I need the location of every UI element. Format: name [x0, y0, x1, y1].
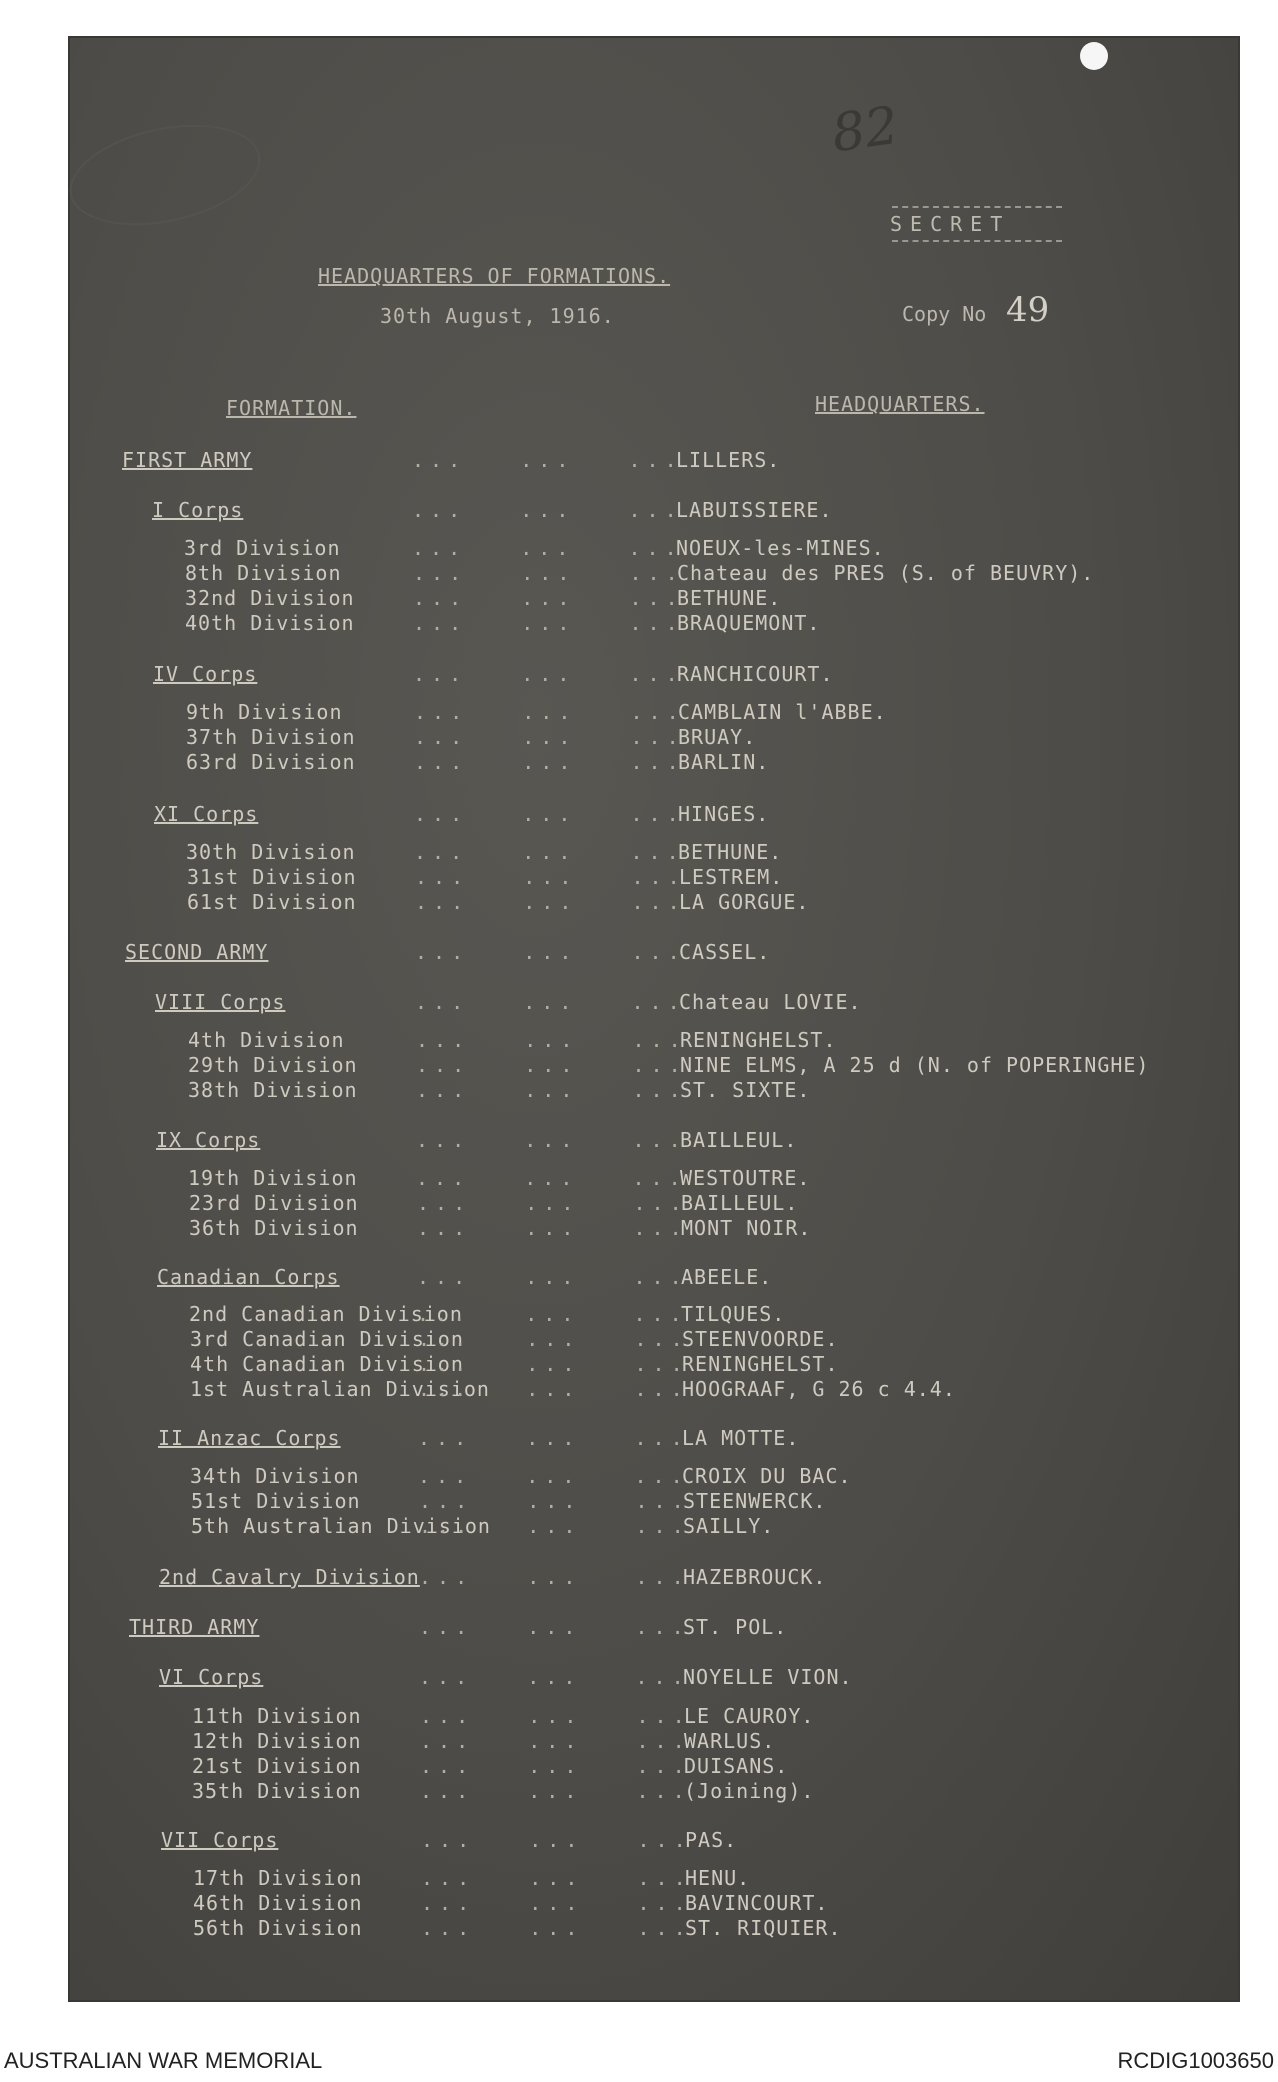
leader-dots: ... ... ... — [420, 1704, 691, 1728]
headquarters-location: CAMBLAIN l'ABBE. — [678, 700, 887, 724]
table-row — [0, 1565, 1278, 1591]
headquarters-location: BRAQUEMONT. — [677, 611, 821, 635]
table-row — [0, 611, 1278, 637]
leader-dots: ... ... ... — [413, 586, 684, 610]
headquarters-location: LE CAUROY. — [684, 1704, 815, 1728]
footer-institution: AUSTRALIAN WAR MEMORIAL — [4, 2048, 323, 2073]
leader-dots: ... ... ... — [418, 1377, 689, 1401]
headquarters-location: BAVINCOURT. — [685, 1891, 829, 1915]
table-row — [0, 1866, 1278, 1892]
copy-label: Copy No — [902, 302, 987, 326]
formation-name: 3rd Canadian Division — [190, 1327, 464, 1351]
column-header-formation: FORMATION. — [226, 396, 357, 420]
table-row — [0, 1302, 1278, 1328]
formation-name: XI Corps — [154, 802, 259, 826]
formation-name: 61st Division — [187, 890, 357, 914]
formation-name: 51st Division — [191, 1489, 361, 1513]
headquarters-location: BAILLEUL. — [680, 1128, 798, 1152]
leader-dots: ... ... ... — [419, 1489, 690, 1513]
headquarters-location: MONT NOIR. — [681, 1216, 812, 1240]
leader-dots: ... ... ... — [419, 1565, 690, 1589]
table-row — [0, 700, 1278, 726]
table-row — [0, 1514, 1278, 1540]
headquarters-location: HENU. — [685, 1866, 751, 1890]
headquarters-location: BRUAY. — [678, 725, 757, 749]
formation-name: VIII Corps — [155, 990, 286, 1014]
leader-dots: ... ... ... — [417, 1191, 688, 1215]
headquarters-location: LILLERS. — [676, 448, 781, 472]
column-header-headquarters: HEADQUARTERS. — [815, 392, 985, 416]
copy-number: 49 — [1006, 290, 1050, 330]
table-row — [0, 1327, 1278, 1353]
table-row — [0, 662, 1278, 688]
table-row — [0, 802, 1278, 828]
table-row — [0, 1729, 1278, 1755]
leader-dots: ... ... ... — [414, 750, 685, 774]
table-row — [0, 1615, 1278, 1641]
headquarters-location: DUISANS. — [684, 1754, 789, 1778]
formation-name: IV Corps — [153, 662, 258, 686]
formation-name: SECOND ARMY — [125, 940, 269, 964]
table-row — [0, 725, 1278, 751]
secret-rule-top — [892, 206, 1062, 208]
leader-dots: ... ... ... — [419, 1514, 690, 1538]
table-row — [0, 1891, 1278, 1917]
table-row — [0, 890, 1278, 916]
headquarters-location: RENINGHELST. — [680, 1028, 837, 1052]
headquarters-location: WESTOUTRE. — [680, 1166, 811, 1190]
leader-dots: ... ... ... — [414, 802, 685, 826]
table-row — [0, 1779, 1278, 1805]
headquarters-location: SAILLY. — [683, 1514, 775, 1538]
formation-name: 4th Canadian Division — [190, 1352, 464, 1376]
formation-name: 23rd Division — [189, 1191, 359, 1215]
formation-name: 29th Division — [188, 1053, 358, 1077]
classification: SECRET — [890, 212, 1011, 236]
headquarters-location: ST. POL. — [683, 1615, 788, 1639]
table-row — [0, 1377, 1278, 1403]
table-row — [0, 1128, 1278, 1154]
handwritten-number: 82 — [828, 95, 903, 165]
leader-dots: ... ... ... — [414, 700, 685, 724]
formation-name: IX Corps — [156, 1128, 261, 1152]
formation-name: 32nd Division — [185, 586, 355, 610]
formation-name: 5th Australian Division — [191, 1514, 491, 1538]
formation-name: 1st Australian Division — [190, 1377, 490, 1401]
table-row — [0, 1464, 1278, 1490]
table-row — [0, 990, 1278, 1016]
headquarters-location: HINGES. — [678, 802, 770, 826]
table-row — [0, 1828, 1278, 1854]
headquarters-location: TILQUES. — [681, 1302, 786, 1326]
formation-name: 63rd Division — [186, 750, 356, 774]
leader-dots: ... ... ... — [416, 1053, 687, 1077]
formation-name: 8th Division — [185, 561, 342, 585]
headquarters-location: LA GORGUE. — [679, 890, 810, 914]
formation-name: 30th Division — [186, 840, 356, 864]
document-title: HEADQUARTERS OF FORMATIONS. — [318, 264, 671, 288]
table-row — [0, 536, 1278, 562]
table-row — [0, 1053, 1278, 1079]
headquarters-location: RENINGHELST. — [682, 1352, 839, 1376]
leader-dots: ... ... ... — [419, 1615, 690, 1639]
table-row — [0, 1191, 1278, 1217]
table-row — [0, 1265, 1278, 1291]
leader-dots: ... ... ... — [413, 611, 684, 635]
leader-dots: ... ... ... — [417, 1302, 688, 1326]
formation-name: 56th Division — [193, 1916, 363, 1940]
headquarters-location: ABEELE. — [681, 1265, 773, 1289]
leader-dots: ... ... ... — [412, 448, 683, 472]
headquarters-location: CROIX DU BAC. — [682, 1464, 852, 1488]
formation-name: VI Corps — [159, 1665, 264, 1689]
headquarters-location: (Joining). — [684, 1779, 815, 1803]
leader-dots: ... ... ... — [415, 990, 686, 1014]
headquarters-location: STEENWERCK. — [683, 1489, 827, 1513]
document-date: 30th August, 1916. — [380, 304, 615, 328]
table-row — [0, 1665, 1278, 1691]
formation-name: 38th Division — [188, 1078, 358, 1102]
leader-dots: ... ... ... — [418, 1327, 689, 1351]
table-row — [0, 1078, 1278, 1104]
punch-hole — [1080, 42, 1108, 70]
leader-dots: ... ... ... — [421, 1891, 692, 1915]
table-row — [0, 448, 1278, 474]
leader-dots: ... ... ... — [415, 890, 686, 914]
leader-dots: ... ... ... — [421, 1916, 692, 1940]
formation-name: I Corps — [152, 498, 244, 522]
headquarters-location: BETHUNE. — [677, 586, 782, 610]
headquarters-location: ST. SIXTE. — [680, 1078, 811, 1102]
headquarters-location: BARLIN. — [678, 750, 770, 774]
leader-dots: ... ... ... — [418, 1352, 689, 1376]
formation-name: 37th Division — [186, 725, 356, 749]
leader-dots: ... ... ... — [414, 840, 685, 864]
leader-dots: ... ... ... — [416, 1028, 687, 1052]
leader-dots: ... ... ... — [418, 1426, 689, 1450]
formation-name: 2nd Cavalry Division — [159, 1565, 420, 1589]
headquarters-location: RANCHICOURT. — [677, 662, 834, 686]
table-row — [0, 750, 1278, 776]
table-row — [0, 1352, 1278, 1378]
headquarters-location: Chateau LOVIE. — [679, 990, 862, 1014]
formation-name: FIRST ARMY — [122, 448, 253, 472]
formation-name: 4th Division — [188, 1028, 345, 1052]
secret-rule-bottom — [892, 240, 1062, 242]
formation-name: 40th Division — [185, 611, 355, 635]
formation-name: 31st Division — [187, 865, 357, 889]
formation-name: 19th Division — [188, 1166, 358, 1190]
formation-name: 36th Division — [189, 1216, 359, 1240]
formation-name: 9th Division — [186, 700, 343, 724]
formation-name: 46th Division — [193, 1891, 363, 1915]
leader-dots: ... ... ... — [413, 662, 684, 686]
leader-dots: ... ... ... — [416, 1166, 687, 1190]
headquarters-location: LESTREM. — [679, 865, 784, 889]
table-row — [0, 1754, 1278, 1780]
table-row — [0, 940, 1278, 966]
formation-name: 21st Division — [192, 1754, 362, 1778]
leader-dots: ... ... ... — [414, 725, 685, 749]
leader-dots: ... ... ... — [420, 1754, 691, 1778]
table-row — [0, 586, 1278, 612]
headquarters-location: Chateau des PRES (S. of BEUVRY). — [677, 561, 1095, 585]
leader-dots: ... ... ... — [417, 1216, 688, 1240]
formation-name: THIRD ARMY — [129, 1615, 260, 1639]
leader-dots: ... ... ... — [415, 865, 686, 889]
formation-name: 17th Division — [193, 1866, 363, 1890]
headquarters-location: NOYELLE VION. — [683, 1665, 853, 1689]
leader-dots: ... ... ... — [412, 498, 683, 522]
formation-name: 3rd Division — [184, 536, 341, 560]
leader-dots: ... ... ... — [420, 1729, 691, 1753]
table-row — [0, 1916, 1278, 1942]
formation-name: II Anzac Corps — [158, 1426, 341, 1450]
formation-name: 34th Division — [190, 1464, 360, 1488]
table-row — [0, 840, 1278, 866]
headquarters-location: WARLUS. — [684, 1729, 776, 1753]
headquarters-location: STEENVOORDE. — [682, 1327, 839, 1351]
footer-catalog-id: RCDIG1003650 — [1117, 2048, 1274, 2073]
formation-name: 2nd Canadian Division — [189, 1302, 463, 1326]
headquarters-location: LA MOTTE. — [682, 1426, 800, 1450]
leader-dots: ... ... ... — [416, 1078, 687, 1102]
leader-dots: ... ... ... — [421, 1866, 692, 1890]
headquarters-location: ST. RIQUIER. — [685, 1916, 842, 1940]
table-row — [0, 1489, 1278, 1515]
headquarters-location: CASSEL. — [679, 940, 771, 964]
headquarters-location: PAS. — [685, 1828, 738, 1852]
headquarters-location: BAILLEUL. — [681, 1191, 799, 1215]
leader-dots: ... ... ... — [418, 1464, 689, 1488]
formation-name: VII Corps — [161, 1828, 279, 1852]
leader-dots: ... ... ... — [412, 536, 683, 560]
table-row — [0, 498, 1278, 524]
headquarters-location: NINE ELMS, A 25 d (N. of POPERINGHE) — [680, 1053, 1150, 1077]
leader-dots: ... ... ... — [420, 1779, 691, 1803]
table-row — [0, 1166, 1278, 1192]
leader-dots: ... ... ... — [419, 1665, 690, 1689]
formation-name: 12th Division — [192, 1729, 362, 1753]
leader-dots: ... ... ... — [415, 940, 686, 964]
table-row — [0, 1028, 1278, 1054]
table-row — [0, 1216, 1278, 1242]
table-row — [0, 865, 1278, 891]
leader-dots: ... ... ... — [421, 1828, 692, 1852]
leader-dots: ... ... ... — [416, 1128, 687, 1152]
formation-name: Canadian Corps — [157, 1265, 340, 1289]
headquarters-location: LABUISSIERE. — [676, 498, 833, 522]
leader-dots: ... ... ... — [413, 561, 684, 585]
table-row — [0, 1704, 1278, 1730]
table-row — [0, 561, 1278, 587]
headquarters-location: BETHUNE. — [678, 840, 783, 864]
table-row — [0, 1426, 1278, 1452]
headquarters-location: HOOGRAAF, G 26 c 4.4. — [682, 1377, 956, 1401]
headquarters-location: HAZEBROUCK. — [683, 1565, 827, 1589]
leader-dots: ... ... ... — [417, 1265, 688, 1289]
headquarters-location: NOEUX-les-MINES. — [676, 536, 885, 560]
formation-name: 35th Division — [192, 1779, 362, 1803]
formation-name: 11th Division — [192, 1704, 362, 1728]
